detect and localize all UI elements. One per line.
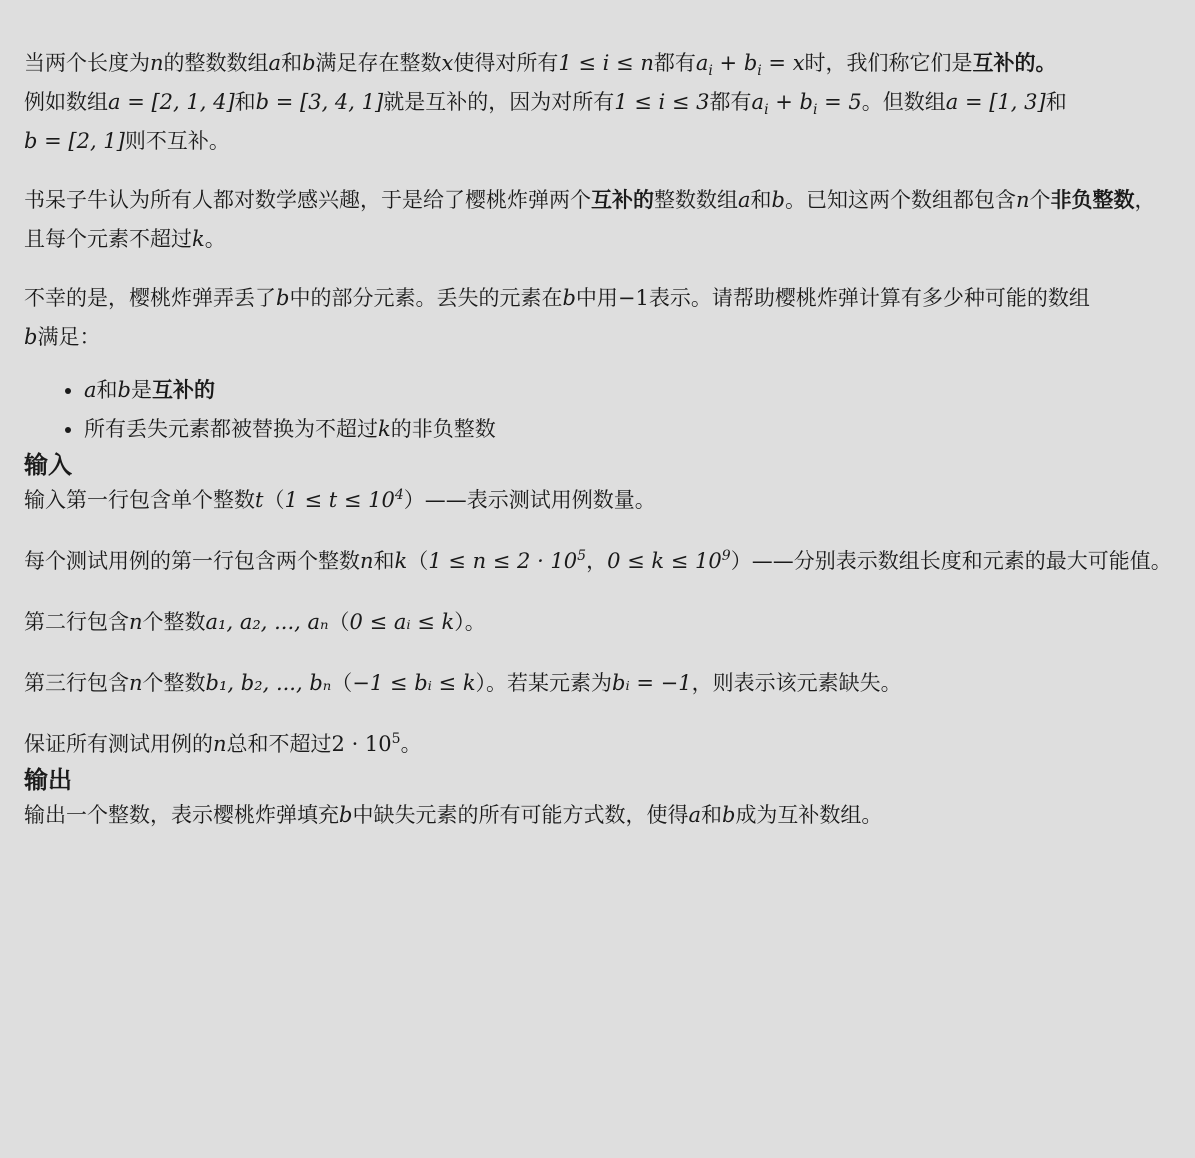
math-sup: 4 xyxy=(394,487,404,503)
math-b: b xyxy=(276,286,290,310)
paragraph-task xyxy=(24,279,1174,357)
paragraph-story xyxy=(24,181,1174,259)
math-part: a xyxy=(751,90,765,114)
math-b: b xyxy=(339,803,353,827)
text: 第二行包含 xyxy=(24,610,129,634)
math-part: + b xyxy=(768,90,813,114)
text: （ xyxy=(263,488,285,512)
math-sub: i xyxy=(764,102,769,119)
text: ，且每个元素不超过 xyxy=(24,188,1156,251)
text: ）——分别表示数组长度和元素的最大可能值。 xyxy=(730,549,1172,573)
list-item xyxy=(84,371,1174,410)
bold-term: 互补的 xyxy=(591,188,654,212)
input-line-t xyxy=(24,481,1174,520)
math-part: = 5 xyxy=(817,90,862,114)
text: 中用 xyxy=(575,286,618,310)
input-line-a xyxy=(24,603,1174,642)
math-sum xyxy=(751,90,862,119)
math-b: b xyxy=(771,188,785,212)
text: 时，我们称它们是 xyxy=(804,51,973,75)
text: 输入第一行包含单个整数 xyxy=(24,488,255,512)
input-heading: 输入 xyxy=(24,451,72,479)
text: 满足： xyxy=(37,325,101,349)
math-range: −1 ≤ bᵢ ≤ k xyxy=(352,671,476,695)
math-part: 1 ≤ n ≤ 2 · 10 xyxy=(428,549,578,573)
math-a: a xyxy=(268,51,282,75)
text: （ xyxy=(407,549,429,573)
text: 总和不超过 xyxy=(226,732,332,756)
text: 的非负整数 xyxy=(390,417,496,441)
text: 。 xyxy=(204,227,226,251)
text: 第三行包含 xyxy=(24,671,129,695)
math-k: k xyxy=(394,549,408,573)
text: （ xyxy=(331,671,353,695)
math-range: 1 ≤ i ≤ 3 xyxy=(614,90,710,114)
text: 和 xyxy=(96,378,118,402)
math-part: 2 · 10 xyxy=(331,732,392,756)
math-n: n xyxy=(129,610,143,634)
text: 。 xyxy=(400,732,422,756)
math-array-a: a = [1, 3] xyxy=(945,90,1046,114)
bold-term: 互补的。 xyxy=(972,51,1057,75)
text: 和 xyxy=(234,90,256,114)
math-range xyxy=(284,488,403,512)
text: 的整数数组 xyxy=(163,51,269,75)
text: 整数数组 xyxy=(654,188,738,212)
math-a: a xyxy=(84,378,97,402)
text: 当两个长度为 xyxy=(24,51,150,75)
text: 每个测试用例的第一行包含两个整数 xyxy=(24,549,360,573)
input-line-b xyxy=(24,664,1174,703)
bold-term: 非负整数 xyxy=(1050,188,1135,212)
text: 和 xyxy=(373,549,395,573)
text: 都有 xyxy=(709,90,752,114)
text: 。已知这两个数组都包含 xyxy=(784,188,1016,212)
output-heading: 输出 xyxy=(24,766,72,794)
text: 个 xyxy=(1029,188,1051,212)
text: 和 xyxy=(750,188,772,212)
math-n: n xyxy=(213,732,227,756)
text: 个整数 xyxy=(142,610,206,634)
text: 和 xyxy=(281,51,303,75)
math-sup: 5 xyxy=(577,548,587,564)
text: 输出一个整数，表示樱桃炸弹填充 xyxy=(24,803,339,827)
math-part: 1 ≤ t ≤ 10 xyxy=(284,488,395,512)
math-b: b xyxy=(562,286,576,310)
text: 书呆子牛认为所有人都对数学感兴趣，于是给了樱桃炸弹两个 xyxy=(24,188,591,212)
text: 和 xyxy=(1045,90,1067,114)
math-limit xyxy=(332,732,401,756)
math-sub: i xyxy=(757,63,762,80)
text: 成为互补数组。 xyxy=(735,803,883,827)
math-n: n xyxy=(150,51,164,75)
text: 满足存在整数 xyxy=(315,51,442,75)
text: 使得对所有 xyxy=(453,51,559,75)
condition-list xyxy=(24,371,1174,449)
math-b: b xyxy=(721,803,736,827)
text: ）。若某元素为 xyxy=(475,671,613,695)
math-sup: 9 xyxy=(721,548,731,564)
text: ）。 xyxy=(454,610,486,634)
math-n: n xyxy=(129,671,143,695)
math-a: a xyxy=(738,188,751,212)
math-b: b xyxy=(24,325,38,349)
text: 就是互补的，因为对所有 xyxy=(383,90,615,114)
text: 不幸的是，樱桃炸弹弄丢了 xyxy=(24,286,276,310)
math-sum xyxy=(695,51,805,80)
math-array-a: a = [2, 1, 4] xyxy=(108,90,235,114)
list-item xyxy=(84,410,1174,449)
math-sub: i xyxy=(708,63,713,80)
math-a: a xyxy=(688,803,701,827)
math-range: 1 ≤ i ≤ n xyxy=(558,51,654,75)
math-range: 0 ≤ aᵢ ≤ k xyxy=(349,610,455,634)
math-t: t xyxy=(255,488,264,512)
text: ， xyxy=(586,549,608,573)
text: 表示。请帮助樱桃炸弹计算有多少种可能的数组 xyxy=(648,286,1090,310)
math-n: n xyxy=(1015,188,1030,212)
bold-term: 互补的 xyxy=(151,378,215,402)
math-array-b: b = [2, 1] xyxy=(24,129,125,153)
math-k: k xyxy=(192,227,205,251)
math-b: b xyxy=(117,378,131,402)
math-array-b: b = [3, 4, 1] xyxy=(255,90,384,114)
input-line-sum xyxy=(24,725,1174,764)
math-range xyxy=(428,549,586,573)
text: 保证所有测试用例的 xyxy=(24,732,213,756)
math-sup: 5 xyxy=(391,731,401,747)
text: 中的部分元素。丢失的元素在 xyxy=(289,286,563,310)
math-x: x xyxy=(441,51,454,75)
math-neg-one: −1 xyxy=(617,286,649,310)
math-sequence-b: b₁, b₂, ..., bₙ xyxy=(205,671,332,695)
math-n: n xyxy=(360,549,374,573)
text: （ xyxy=(328,610,350,634)
text: 则不互补。 xyxy=(124,129,230,153)
text: 所有丢失元素都被替换为不超过 xyxy=(84,417,378,441)
problem-statement xyxy=(24,44,1174,835)
math-part: 0 ≤ k ≤ 10 xyxy=(607,549,722,573)
math-part: a xyxy=(695,51,709,75)
text: 和 xyxy=(700,803,722,827)
input-line-nk xyxy=(24,542,1174,581)
text: ）——表示测试用例数量。 xyxy=(403,488,656,512)
output-line xyxy=(24,796,1174,835)
math-b: b xyxy=(302,51,316,75)
math-part: = x xyxy=(761,51,805,75)
math-missing: bᵢ = −1 xyxy=(612,671,692,695)
math-sequence-a: a₁, a₂, ..., aₙ xyxy=(205,610,329,634)
text: 中缺失元素的所有可能方式数，使得 xyxy=(352,803,689,827)
text: 是 xyxy=(130,378,152,402)
math-part: + b xyxy=(712,51,758,75)
math-sub: i xyxy=(812,102,818,119)
text: 个整数 xyxy=(142,671,206,695)
text: 。但数组 xyxy=(861,90,946,114)
paragraph-definition xyxy=(24,44,1174,161)
text: ，则表示该元素缺失。 xyxy=(691,671,902,695)
math-range xyxy=(607,549,731,573)
math-k: k xyxy=(378,417,391,441)
text: 例如数组 xyxy=(24,90,108,114)
text: 都有 xyxy=(653,51,696,75)
